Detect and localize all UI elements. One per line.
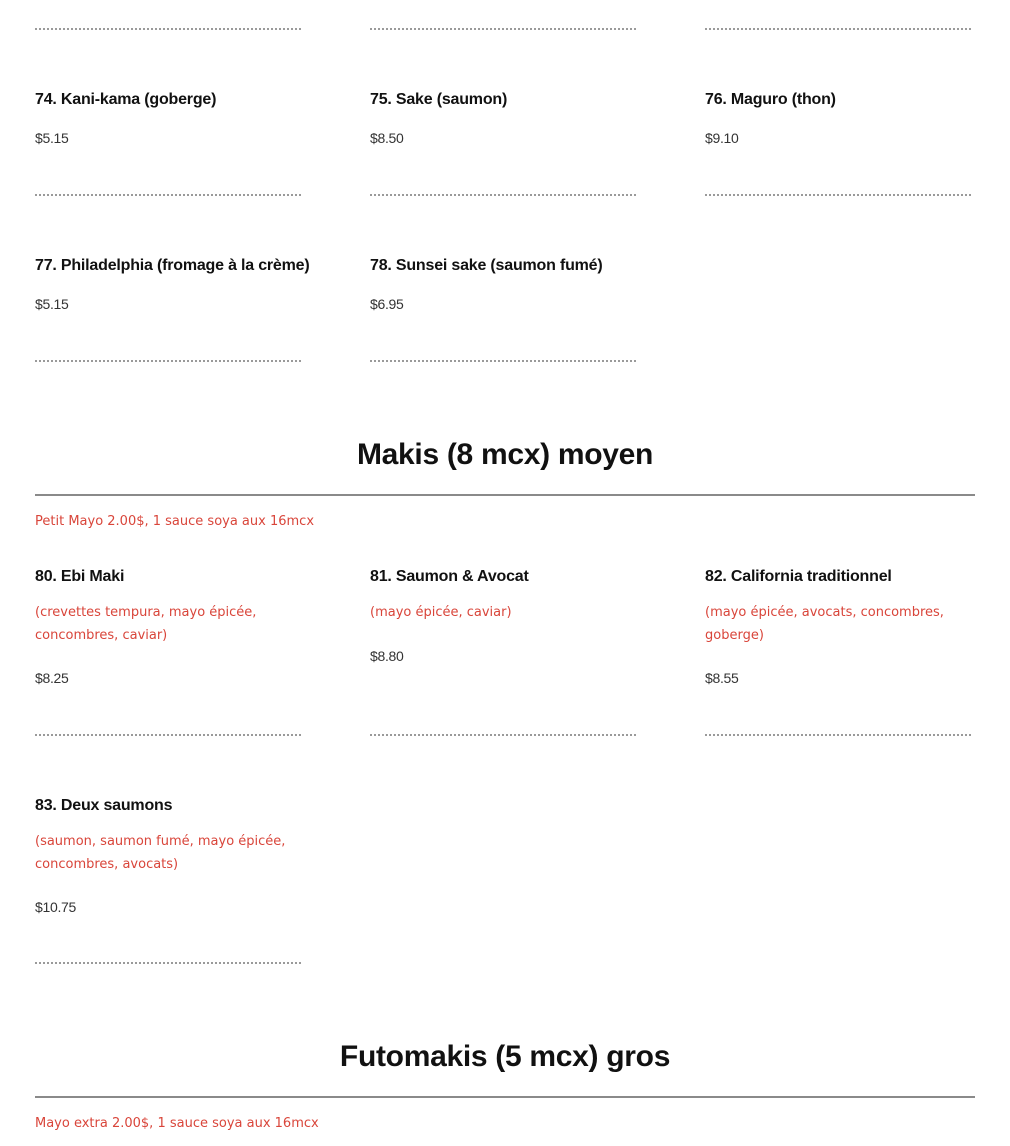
item-description: (mayo épicée, caviar) xyxy=(370,605,512,620)
item-title: 76. Maguro (thon) xyxy=(705,91,836,108)
section-note-makis: Petit Mayo 2.00$, 1 sauce soya aux 16mcx xyxy=(35,514,315,529)
item-separator xyxy=(370,734,636,736)
item-title: 81. Saumon & Avocat xyxy=(370,568,529,585)
item-price: $5.15 xyxy=(35,296,69,312)
item-separator xyxy=(35,734,301,736)
section-title-futomakis: Futomakis (5 mcx) gros xyxy=(339,1040,671,1073)
item-separator xyxy=(705,734,971,736)
item-price: $8.80 xyxy=(370,648,404,664)
item-description: (saumon, saumon fumé, mayo épicée, concombres, avocats) xyxy=(35,834,286,872)
item-separator xyxy=(35,28,301,30)
item-description: (crevettes tempura, mayo épicée, concombres, caviar) xyxy=(35,605,257,643)
item-price: $10.75 xyxy=(35,899,77,915)
item-separator xyxy=(370,194,636,196)
item-separator xyxy=(705,194,971,196)
item-price: $9.10 xyxy=(705,130,739,146)
item-separator xyxy=(35,360,301,362)
item-title: 80. Ebi Maki xyxy=(35,568,125,585)
section-title-makis: Makis (8 mcx) moyen xyxy=(356,438,654,471)
item-title: 82. California traditionnel xyxy=(705,568,892,585)
item-description: (mayo épicée, avocats, concombres, goberge) xyxy=(705,605,944,643)
section-note-futomakis: Mayo extra 2.00$, 1 sauce soya aux 16mcx xyxy=(35,1116,319,1131)
item-price: $8.50 xyxy=(370,130,404,146)
item-price: $5.15 xyxy=(35,130,69,146)
section-divider xyxy=(35,1096,975,1098)
item-separator xyxy=(705,28,971,30)
item-title: 77. Philadelphia (fromage à la crème) xyxy=(35,257,310,274)
item-price: $8.55 xyxy=(705,670,739,686)
item-separator xyxy=(35,194,301,196)
item-title: 83. Deux saumons xyxy=(35,797,173,814)
section-divider xyxy=(35,494,975,496)
item-separator xyxy=(370,360,636,362)
item-title: 75. Sake (saumon) xyxy=(370,91,508,108)
item-price: $8.25 xyxy=(35,670,69,686)
item-price: $6.95 xyxy=(370,296,404,312)
item-title: 78. Sunsei sake (saumon fumé) xyxy=(370,257,603,274)
item-title: 74. Kani-kama (goberge) xyxy=(35,91,217,108)
item-separator xyxy=(35,962,301,964)
item-separator xyxy=(370,28,636,30)
